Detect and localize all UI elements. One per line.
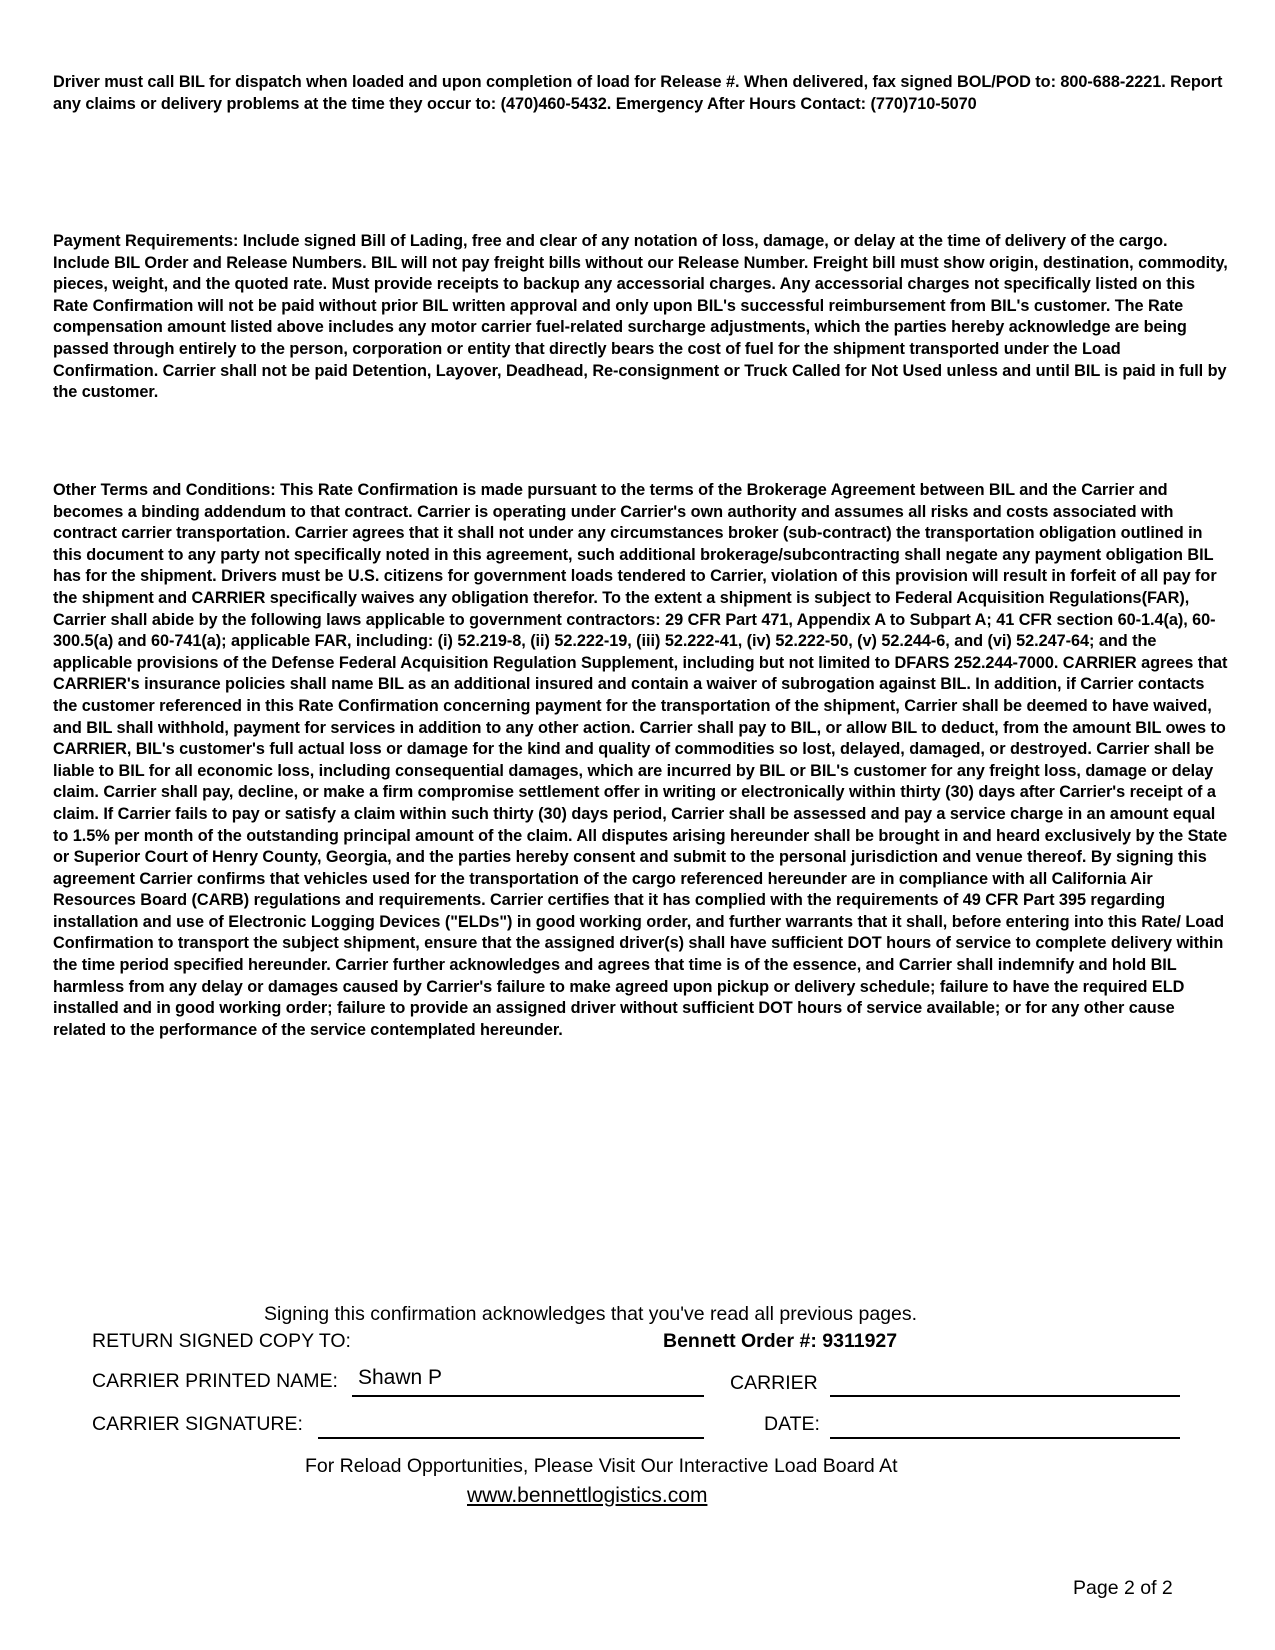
return-signed-copy-label: RETURN SIGNED COPY TO: xyxy=(92,1330,351,1352)
other-terms-and-conditions: Other Terms and Conditions: This Rate Confirmation is made pursuant to the terms of the Brokerage Agreement between BIL and the Carrier and becomes a binding addendum to that contract. Carrier is operating under Carrier's own authority and assumes all risks and costs associated with contract carrier transportation. Carrier agrees that it shall not under any circumstances broker (sub-contract) the transportation obligation outlined in this document to any party not specifically noted in this agreement, such additional brokerage/subcontracting shall negate any payment obligation BIL has for the shipment. Drivers must be U.S. citizens for government loads tendered to Carrier, violation of this provision will result in forfeit of all pay for the shipment and CARRIER specifically waives any obligation therefor. To the extent a shipment is subject to Federal Acquisition Regulations(FAR), Carrier shall abide by the following laws applicable to government contractors: 29 CFR Part 471, Appendix A to Subpart A; 41 CFR section 60-1.4(a), 60-300.5(a) and 60-741(a); applicable FAR, including: (i) 52.219-8, (ii) 52.222-19, (iii) 52.222-41, (iv) 52.222-50, (v) 52.244-6, and (vi) 52.247-64; and the applicable provisions of the Defense Federal Acquisition Regulation Supplement, including but not limited to DFARS 252.244-7000. CARRIER agrees that CARRIER's insurance policies shall name BIL as an additional insured and contain a waiver of subrogation against BIL. In addition, if Carrier contacts the customer referenced in this Rate Confirmation concerning payment for the transportation of the shipment, Carrier shall be deemed to have waived, and BIL shall withhold, payment for services in addition to any other action. Carrier shall pay to BIL, or allow BIL to deduct, from the amount BIL owes to CARRIER, BIL's customer's full actual loss or damage for the kind and quality of commodities so lost, delayed, damaged, or destroyed. Carrier shall be liable to BIL for all economic loss, including consequential damages, which are incurred by BIL or BIL's customer for any freight loss, damage or delay claim. Carrier shall pay, decline, or make a firm compromise settlement offer in writing or electronically within thirty (30) days after Carrier's receipt of a claim. If Carrier fails to pay or satisfy a claim within such thirty (30) days period, Carrier shall be assessed and pay a service charge in an amount equal to 1.5% per month of the outstanding principal amount of the claim. All disputes arising hereunder shall be brought in and heard exclusively by the State or Superior Court of Henry County, Georgia, and the parties hereby consent and submit to the personal jurisdiction and venue thereof. By signing this agreement Carrier confirms that vehicles used for the transportation of the cargo referenced hereunder are in compliance with all California Air Resources Board (CARB) regulations and requirements. Carrier certifies that it has complied with the requirements of 49 CFR Part 395 regarding installation and use of Electronic Logging Devices ("ELDs") in good working order, and further warrants that it shall, before entering into this Rate/ Load Confirmation to transport the subject shipment, ensure that the assigned driver(s) shall have sufficient DOT hours of service to complete delivery within the time period specified hereunder. Carrier further acknowledges and agrees that time is of the essence, and Carrier shall indemnify and hold BIL harmless from any delay or damages caused by Carrier's failure to make agreed upon pickup or delivery schedule; failure to have the required ELD installed and in good working order; failure to provide an assigned driver without sufficient DOT hours of service available; or for any other cause related to the performance of the service contemplated hereunder. xyxy=(53,481,1228,1039)
website-link[interactable]: www.bennettlogistics.com xyxy=(467,1484,708,1507)
carrier-field[interactable] xyxy=(830,1395,1180,1397)
payment-requirements: Payment Requirements: Include signed Bill of Lading, free and clear of any notation of loss, damage, or delay at the time of delivery of the cargo. Include BIL Order and Release Numbers. BIL will not pay freight bills without our Release Number. Freight bill must show origin, destination, commodity, pieces, weight, and the quoted rate. Must provide receipts to backup any accessorial charges. Any accessorial charges not specifically listed on this Rate Confirmation will not be paid without prior BIL written approval and only upon BIL's successful reimbursement from BIL's customer. The Rate compensation amount listed above includes any motor carrier fuel-related surcharge adjustments, which the parties hereby acknowledge are being passed through entirely to the person, corporation or entity that directly bears the cost of fuel for the shipment transported under the Load Confirmation. Carrier shall not be paid Detention, Layover, Deadhead, Re-consignment or Truck Called for Not Used unless and until BIL is paid in full by the customer. xyxy=(53,232,1228,402)
reload-opportunities-text: For Reload Opportunities, Please Visit Our Interactive Load Board At xyxy=(305,1455,898,1477)
carrier-printed-name-label: CARRIER PRINTED NAME: xyxy=(92,1370,338,1392)
date-label: DATE: xyxy=(764,1413,820,1435)
carrier-label: CARRIER xyxy=(730,1372,818,1394)
carrier-printed-name-field[interactable] xyxy=(352,1395,704,1397)
bennett-order-number: Bennett Order #: 9311927 xyxy=(663,1330,898,1352)
dispatch-instructions: Driver must call BIL for dispatch when loaded and upon completion of load for Release #. When delivered, fax signed BOL/POD to: 800-688-2221. Report any claims or delivery problems at the time they occur to: (470)460-5432. Emergency After Hours Contact: (770)710-5070 xyxy=(53,73,1223,113)
page-number: Page 2 of 2 xyxy=(1073,1577,1173,1599)
carrier-printed-name-value[interactable]: Shawn P xyxy=(358,1366,443,1389)
carrier-signature-label: CARRIER SIGNATURE: xyxy=(92,1413,303,1435)
date-field[interactable] xyxy=(830,1437,1180,1439)
carrier-signature-field[interactable] xyxy=(318,1437,704,1439)
acknowledgement-text: Signing this confirmation acknowledges that you've read all previous pages. xyxy=(264,1303,918,1325)
